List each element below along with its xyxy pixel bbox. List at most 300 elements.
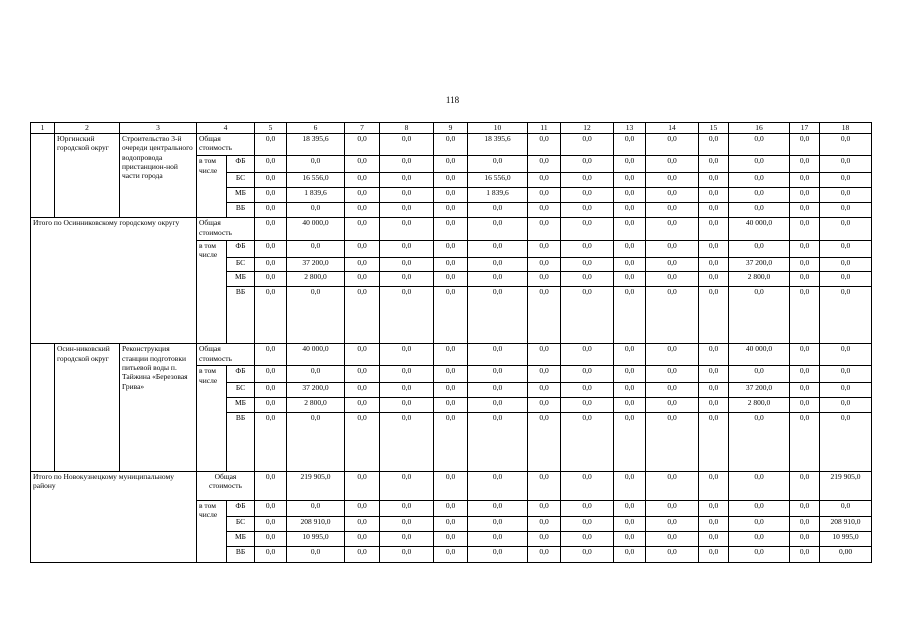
column-number: 10	[468, 123, 528, 134]
value-cell: 0,0	[434, 133, 468, 155]
value-cell: 0,0	[699, 344, 729, 366]
value-cell: 0,0	[255, 257, 287, 272]
value-cell: 37 200,0	[729, 383, 790, 398]
value-cell: 0,0	[699, 500, 729, 517]
value-cell: 0,0	[561, 532, 614, 547]
column-number: 2	[55, 123, 120, 134]
value-cell: 0,0	[646, 240, 699, 257]
value-cell: 0,0	[434, 500, 468, 517]
value-cell: 0,0	[699, 156, 729, 173]
value-cell: 0,0	[255, 366, 287, 383]
value-cell: 0,0	[528, 133, 561, 155]
value-cell: 37 200,0	[729, 257, 790, 272]
vb-label: ВБ	[227, 202, 255, 218]
value-cell: 0,0	[468, 272, 528, 287]
value-cell: 0,0	[528, 547, 561, 563]
value-cell: 0,0	[699, 547, 729, 563]
value-cell: 0,0	[790, 383, 820, 398]
value-cell: 0,0	[345, 173, 380, 188]
budget-table	[30, 122, 872, 563]
mb-label: МБ	[227, 272, 255, 287]
value-cell: 0,0	[820, 133, 872, 155]
value-cell: 0,0	[345, 133, 380, 155]
value-cell: 0,0	[614, 173, 646, 188]
value-cell: 0,0	[820, 272, 872, 287]
fb-label: ФБ	[227, 156, 255, 173]
table-row	[31, 133, 872, 155]
value-cell: 0,0	[345, 240, 380, 257]
value-cell: 0,0	[699, 272, 729, 287]
value-cell: 2 800,0	[287, 272, 345, 287]
value-cell: 0,0	[790, 257, 820, 272]
column-number: 7	[345, 123, 380, 134]
value-cell: 0,0	[790, 240, 820, 257]
value-cell: 16 556,0	[468, 173, 528, 188]
value-cell: 2 800,0	[729, 272, 790, 287]
value-cell: 0,0	[561, 398, 614, 413]
value-cell: 0,0	[790, 272, 820, 287]
column-number: 18	[820, 123, 872, 134]
value-cell: 0,0	[699, 257, 729, 272]
value-cell: 0,0	[468, 156, 528, 173]
value-cell: 37 200,0	[287, 257, 345, 272]
value-cell: 0,0	[468, 240, 528, 257]
value-cell: 0,0	[287, 366, 345, 383]
value-cell: 0,0	[790, 398, 820, 413]
value-cell: 0,0	[614, 366, 646, 383]
value-cell: 0,0	[699, 187, 729, 202]
value-cell: 0,0	[434, 173, 468, 188]
value-cell: 0,0	[561, 202, 614, 218]
value-cell: 0,0	[699, 202, 729, 218]
value-cell: 0,0	[255, 272, 287, 287]
row-number-cell	[31, 133, 55, 218]
value-cell: 0,0	[729, 366, 790, 383]
value-cell: 208 910,0	[287, 517, 345, 532]
column-number: 8	[380, 123, 434, 134]
value-cell: 0,0	[646, 257, 699, 272]
value-cell: 18 395,6	[287, 133, 345, 155]
value-cell: 0,0	[380, 156, 434, 173]
value-cell: 0,0	[699, 398, 729, 413]
value-cell: 0,0	[561, 218, 614, 240]
value-cell: 0,0	[528, 218, 561, 240]
including-label: в том числе	[197, 366, 227, 472]
value-cell: 0,0	[255, 412, 287, 471]
value-cell: 0,0	[255, 173, 287, 188]
value-cell: 0,0	[255, 344, 287, 366]
project-name: Строительство 3-й очереди центрального водопровода пристанцион-ной части города	[120, 133, 197, 218]
value-cell: 0,0	[434, 287, 468, 344]
value-cell: 0,0	[255, 156, 287, 173]
value-cell: 16 556,0	[287, 173, 345, 188]
column-number: 5	[255, 123, 287, 134]
value-cell: 0,0	[646, 287, 699, 344]
value-cell: 0,0	[255, 133, 287, 155]
table-row	[31, 472, 872, 501]
value-cell: 0,0	[561, 500, 614, 517]
value-cell: 0,0	[646, 412, 699, 471]
value-cell: 0,0	[380, 133, 434, 155]
value-cell: 0,0	[614, 398, 646, 413]
value-cell: 0,0	[646, 500, 699, 517]
value-cell: 0,0	[790, 517, 820, 532]
value-cell: 0,0	[729, 287, 790, 344]
value-cell: 0,0	[729, 500, 790, 517]
value-cell: 0,0	[820, 398, 872, 413]
column-number: 11	[528, 123, 561, 134]
value-cell: 0,0	[561, 412, 614, 471]
bs-label: БС	[227, 173, 255, 188]
value-cell: 0,0	[614, 383, 646, 398]
value-cell: 0,0	[528, 287, 561, 344]
value-cell: 219 905,0	[287, 472, 345, 501]
value-cell: 0,0	[729, 532, 790, 547]
value-cell: 0,0	[345, 383, 380, 398]
value-cell: 40 000,0	[287, 344, 345, 366]
value-cell: 0,0	[790, 366, 820, 383]
value-cell: 0,0	[468, 218, 528, 240]
value-cell: 0,0	[434, 412, 468, 471]
value-cell: 0,0	[646, 156, 699, 173]
value-cell: 0,0	[528, 517, 561, 532]
page-number: 118	[445, 95, 460, 105]
value-cell: 0,0	[790, 472, 820, 501]
value-cell: 0,0	[561, 187, 614, 202]
value-cell: 0,0	[561, 344, 614, 366]
value-cell: 0,0	[434, 344, 468, 366]
value-cell: 1 839,6	[468, 187, 528, 202]
value-cell: 0,0	[614, 287, 646, 344]
value-cell: 0,0	[614, 547, 646, 563]
value-cell: 0,0	[699, 287, 729, 344]
value-cell: 0,0	[434, 472, 468, 501]
value-cell: 0,0	[528, 398, 561, 413]
fb-label: ФБ	[227, 500, 255, 517]
value-cell: 0,0	[528, 532, 561, 547]
value-cell: 0,0	[255, 472, 287, 501]
value-cell: 0,0	[380, 500, 434, 517]
value-cell: 0,0	[434, 398, 468, 413]
value-cell: 0,0	[255, 202, 287, 218]
value-cell: 0,0	[561, 156, 614, 173]
value-cell: 0,0	[729, 412, 790, 471]
value-cell: 0,0	[820, 156, 872, 173]
value-cell: 10 995,0	[287, 532, 345, 547]
value-cell: 0,0	[468, 547, 528, 563]
value-cell: 0,0	[380, 547, 434, 563]
value-cell: 0,0	[614, 472, 646, 501]
value-cell: 0,0	[468, 366, 528, 383]
value-cell: 0,0	[699, 240, 729, 257]
value-cell: 0,0	[820, 383, 872, 398]
value-cell: 0,0	[646, 133, 699, 155]
value-cell: 0,0	[729, 517, 790, 532]
subtotal-title: Итого по Новокузнецкому муниципальному району	[31, 472, 197, 563]
vb-label: ВБ	[227, 412, 255, 471]
value-cell: 0,0	[528, 472, 561, 501]
value-cell: 1 839,6	[287, 187, 345, 202]
value-cell: 0,0	[646, 272, 699, 287]
value-cell: 2 800,0	[287, 398, 345, 413]
value-cell: 0,0	[820, 344, 872, 366]
value-cell: 0,0	[287, 156, 345, 173]
value-cell: 0,0	[255, 547, 287, 563]
value-cell: 0,0	[561, 173, 614, 188]
value-cell: 0,0	[790, 500, 820, 517]
value-cell: 0,0	[646, 366, 699, 383]
value-cell: 0,0	[255, 517, 287, 532]
value-cell: 0,0	[468, 398, 528, 413]
including-label: в том числе	[197, 156, 227, 218]
value-cell: 40 000,0	[287, 218, 345, 240]
value-cell: 0,0	[646, 344, 699, 366]
value-cell: 0,0	[820, 366, 872, 383]
value-cell: 10 995,0	[820, 532, 872, 547]
value-cell: 0,0	[380, 472, 434, 501]
value-cell: 0,0	[468, 517, 528, 532]
value-cell: 0,0	[345, 156, 380, 173]
table-row	[31, 344, 872, 366]
column-number: 13	[614, 123, 646, 134]
column-number: 1	[31, 123, 55, 134]
total-cost-label: Общая стоимость	[197, 218, 255, 240]
value-cell: 0,0	[699, 366, 729, 383]
value-cell: 0,0	[646, 398, 699, 413]
value-cell: 0,0	[729, 133, 790, 155]
value-cell: 0,0	[561, 272, 614, 287]
value-cell: 0,0	[345, 532, 380, 547]
total-cost-label: Общая стоимость	[197, 344, 255, 366]
value-cell: 0,0	[380, 532, 434, 547]
value-cell: 0,0	[528, 366, 561, 383]
column-number: 12	[561, 123, 614, 134]
table-row	[31, 218, 872, 240]
value-cell: 0,0	[380, 240, 434, 257]
value-cell: 0,0	[345, 272, 380, 287]
value-cell: 0,0	[255, 532, 287, 547]
fb-label: ФБ	[227, 366, 255, 383]
value-cell: 0,0	[790, 547, 820, 563]
value-cell: 0,0	[287, 240, 345, 257]
value-cell: 0,0	[614, 532, 646, 547]
value-cell: 0,0	[255, 240, 287, 257]
value-cell: 0,0	[434, 218, 468, 240]
value-cell: 0,0	[528, 173, 561, 188]
value-cell: 0,0	[729, 202, 790, 218]
value-cell: 0,0	[790, 412, 820, 471]
value-cell: 0,0	[561, 472, 614, 501]
value-cell: 0,0	[345, 398, 380, 413]
value-cell: 0,0	[255, 383, 287, 398]
value-cell: 0,0	[646, 472, 699, 501]
value-cell: 0,0	[561, 257, 614, 272]
value-cell: 0,0	[790, 187, 820, 202]
value-cell: 40 000,0	[729, 344, 790, 366]
including-label: в том числе	[197, 500, 227, 562]
value-cell: 0,0	[790, 173, 820, 188]
value-cell: 0,0	[528, 344, 561, 366]
value-cell: 0,0	[468, 383, 528, 398]
value-cell: 0,0	[287, 500, 345, 517]
value-cell: 0,00	[820, 547, 872, 563]
bs-label: БС	[227, 383, 255, 398]
value-cell: 0,0	[345, 344, 380, 366]
value-cell: 0,0	[646, 383, 699, 398]
value-cell: 0,0	[380, 366, 434, 383]
value-cell: 0,0	[345, 517, 380, 532]
value-cell: 0,0	[380, 202, 434, 218]
value-cell: 0,0	[820, 173, 872, 188]
value-cell: 0,0	[614, 240, 646, 257]
value-cell: 0,0	[646, 532, 699, 547]
value-cell: 0,0	[699, 472, 729, 501]
value-cell: 0,0	[468, 500, 528, 517]
value-cell: 0,0	[561, 240, 614, 257]
value-cell: 0,0	[790, 287, 820, 344]
value-cell: 0,0	[380, 257, 434, 272]
value-cell: 0,0	[729, 240, 790, 257]
value-cell: 0,0	[380, 383, 434, 398]
value-cell: 0,0	[434, 547, 468, 563]
value-cell: 0,0	[345, 202, 380, 218]
value-cell: 0,0	[345, 500, 380, 517]
value-cell: 0,0	[468, 202, 528, 218]
value-cell: 0,0	[820, 218, 872, 240]
value-cell: 0,0	[468, 287, 528, 344]
value-cell: 0,0	[729, 547, 790, 563]
value-cell: 0,0	[255, 398, 287, 413]
value-cell: 0,0	[434, 187, 468, 202]
value-cell: 208 910,0	[820, 517, 872, 532]
value-cell: 0,0	[528, 187, 561, 202]
value-cell: 0,0	[287, 412, 345, 471]
value-cell: 0,0	[380, 398, 434, 413]
value-cell: 0,0	[614, 187, 646, 202]
row-number-cell	[31, 344, 55, 472]
column-number: 9	[434, 123, 468, 134]
value-cell: 0,0	[434, 240, 468, 257]
column-number: 17	[790, 123, 820, 134]
including-label: в том числе	[197, 240, 227, 344]
value-cell: 219 905,0	[820, 472, 872, 501]
mb-label: МБ	[227, 532, 255, 547]
value-cell: 0,0	[614, 344, 646, 366]
value-cell: 0,0	[561, 287, 614, 344]
value-cell: 0,0	[380, 412, 434, 471]
value-cell: 0,0	[434, 257, 468, 272]
value-cell: 0,0	[646, 173, 699, 188]
value-cell: 0,0	[729, 156, 790, 173]
value-cell: 0,0	[345, 287, 380, 344]
mb-label: МБ	[227, 187, 255, 202]
vb-label: ВБ	[227, 547, 255, 563]
value-cell: 0,0	[699, 383, 729, 398]
value-cell: 0,0	[699, 133, 729, 155]
total-cost-label: Общая стоимость	[197, 133, 255, 155]
value-cell: 0,0	[528, 383, 561, 398]
value-cell: 0,0	[434, 366, 468, 383]
value-cell: 0,0	[614, 272, 646, 287]
value-cell: 0,0	[614, 500, 646, 517]
total-cost-label: Общая стоимость	[197, 472, 255, 501]
value-cell: 0,0	[434, 272, 468, 287]
value-cell: 0,0	[820, 240, 872, 257]
value-cell: 0,0	[255, 287, 287, 344]
value-cell: 0,0	[434, 517, 468, 532]
value-cell: 0,0	[646, 202, 699, 218]
value-cell: 0,0	[646, 517, 699, 532]
value-cell: 0,0	[380, 218, 434, 240]
value-cell: 0,0	[528, 412, 561, 471]
column-number: 14	[646, 123, 699, 134]
value-cell: 0,0	[561, 366, 614, 383]
value-cell: 0,0	[434, 156, 468, 173]
value-cell: 0,0	[790, 344, 820, 366]
value-cell: 0,0	[434, 383, 468, 398]
value-cell: 0,0	[528, 500, 561, 517]
value-cell: 0,0	[699, 412, 729, 471]
value-cell: 0,0	[561, 547, 614, 563]
value-cell: 0,0	[820, 202, 872, 218]
value-cell: 40 000,0	[729, 218, 790, 240]
column-number: 4	[197, 123, 255, 134]
value-cell: 0,0	[790, 218, 820, 240]
value-cell: 0,0	[287, 547, 345, 563]
bs-label: БС	[227, 517, 255, 532]
value-cell: 0,0	[614, 517, 646, 532]
value-cell: 0,0	[790, 156, 820, 173]
value-cell: 0,0	[561, 383, 614, 398]
value-cell: 0,0	[699, 517, 729, 532]
value-cell: 0,0	[345, 366, 380, 383]
value-cell: 0,0	[820, 412, 872, 471]
value-cell: 0,0	[345, 547, 380, 563]
value-cell: 37 200,0	[287, 383, 345, 398]
value-cell: 0,0	[380, 287, 434, 344]
column-number: 6	[287, 123, 345, 134]
value-cell: 0,0	[729, 187, 790, 202]
value-cell: 0,0	[434, 532, 468, 547]
header-row	[31, 123, 872, 134]
value-cell: 0,0	[820, 257, 872, 272]
value-cell: 0,0	[468, 344, 528, 366]
value-cell: 0,0	[699, 218, 729, 240]
value-cell: 0,0	[345, 472, 380, 501]
value-cell: 2 800,0	[729, 398, 790, 413]
value-cell: 0,0	[528, 257, 561, 272]
column-number: 3	[120, 123, 197, 134]
value-cell: 0,0	[255, 187, 287, 202]
value-cell: 0,0	[345, 187, 380, 202]
value-cell: 0,0	[561, 133, 614, 155]
value-cell: 0,0	[646, 218, 699, 240]
value-cell: 0,0	[614, 133, 646, 155]
value-cell: 0,0	[790, 133, 820, 155]
value-cell: 0,0	[287, 287, 345, 344]
value-cell: 0,0	[380, 517, 434, 532]
value-cell: 0,0	[434, 202, 468, 218]
value-cell: 0,0	[729, 472, 790, 501]
value-cell: 0,0	[380, 344, 434, 366]
value-cell: 0,0	[380, 173, 434, 188]
value-cell: 0,0	[820, 287, 872, 344]
value-cell: 0,0	[255, 500, 287, 517]
value-cell: 0,0	[528, 272, 561, 287]
value-cell: 0,0	[345, 218, 380, 240]
column-number: 15	[699, 123, 729, 134]
value-cell: 0,0	[528, 156, 561, 173]
